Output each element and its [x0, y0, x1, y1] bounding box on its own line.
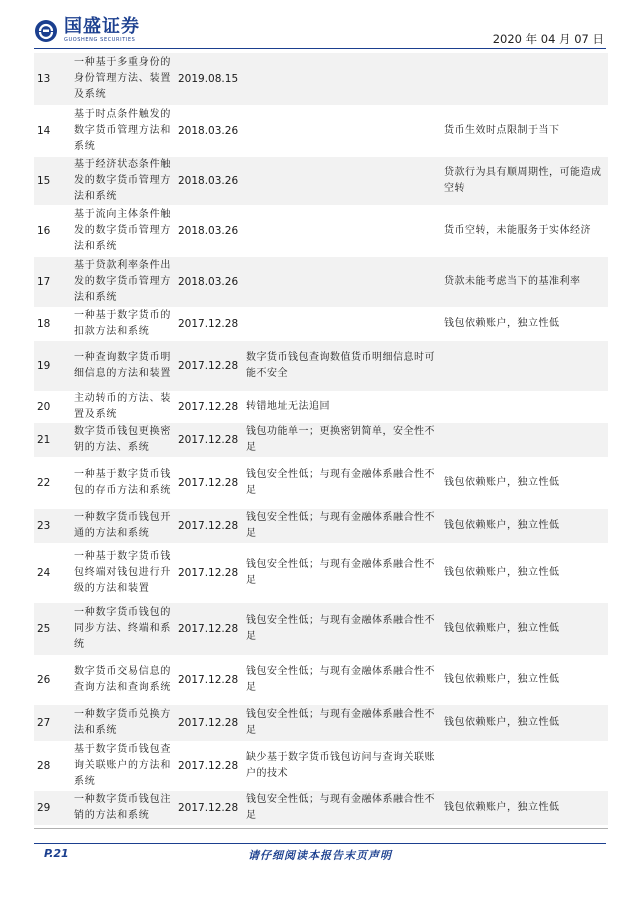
table-row: [34, 341, 608, 391]
problem-text: 钱包安全性低；与现有金融体系融合性不足: [246, 666, 435, 693]
footer-divider: [34, 843, 606, 844]
remark-text: 钱包依赖账户，独立性低: [444, 717, 560, 728]
filing-date: 2017.12.28: [178, 760, 239, 772]
problem-text: [246, 307, 438, 341]
problem-text: [246, 105, 438, 157]
patent-name: 一种查询数字货币明细信息的方法和装置: [74, 352, 172, 379]
remark-text: 钱包依赖账户，独立性低: [444, 623, 560, 634]
problem-text: 钱包安全性低；与现有金融体系融合性不足: [246, 469, 435, 496]
table-row: [34, 705, 608, 741]
patent-name: 一种基于多重身份的身份管理方法、装置及系统: [74, 57, 172, 100]
row-number: 13: [37, 73, 51, 85]
row-number: 16: [37, 225, 51, 237]
filing-date: 2018.03.26: [178, 125, 239, 137]
remark-text: 钱包依赖账户，独立性低: [444, 674, 560, 685]
problem-text: 数字货币钱包查询数值货币明细信息时可能不安全: [246, 352, 435, 379]
filing-date: 2019.08.15: [178, 73, 239, 85]
patent-table: [34, 53, 608, 825]
filing-date: 2017.12.28: [178, 520, 239, 532]
filing-date: 2017.12.28: [178, 623, 239, 635]
problem-text: [246, 205, 438, 257]
problem-text: [246, 257, 438, 307]
problem-text: 钱包安全性低；与现有金融体系融合性不足: [246, 615, 435, 642]
table-row: [34, 543, 608, 603]
patent-name: 数字货币钱包更换密钥的方法、系统: [74, 426, 172, 453]
patent-name: 基于流向主体条件触发的数字货币管理方法和系统: [74, 209, 172, 252]
row-number: 26: [37, 674, 51, 686]
patent-name: 一种数字货币钱包的同步方法、终端和系统: [74, 607, 172, 650]
table-row: [34, 791, 608, 825]
table-row: [34, 257, 608, 307]
patent-name: 主动转币的方法、装置及系统: [74, 393, 172, 420]
table-row: [34, 105, 608, 157]
report-date: 2020 年 04 月 07 日: [492, 32, 604, 46]
problem-text: 钱包安全性低；与现有金融体系融合性不足: [246, 794, 435, 821]
problem-text: 钱包安全性低；与现有金融体系融合性不足: [246, 559, 435, 586]
logo-mark-icon: [34, 19, 58, 43]
row-number: 22: [37, 477, 51, 489]
patent-name: 基于数字货币钱包查询关联账户的方法和系统: [74, 744, 172, 787]
table-row: [34, 307, 608, 341]
patent-name: 一种基于数字货币的扣款方法和系统: [74, 310, 172, 337]
remark-text: 钱包依赖账户，独立性低: [444, 520, 560, 531]
patent-name: 基于经济状态条件触发的数字货币管理方法和系统: [74, 159, 172, 202]
problem-text: [246, 53, 438, 105]
footer-disclaimer: 请仔细阅读本报告末页声明: [248, 849, 392, 862]
remark-text: 钱包依赖账户，独立性低: [444, 477, 560, 488]
table-row: [34, 423, 608, 457]
filing-date: 2017.12.28: [178, 477, 239, 489]
remark-text: [444, 423, 608, 457]
table-bottom-rule: [34, 828, 608, 829]
filing-date: 2017.12.28: [178, 567, 239, 579]
remark-text: [444, 741, 608, 791]
patent-name: 一种数字货币钱包注销的方法和系统: [74, 794, 172, 821]
remark-text: 货币生效时点限制于当下: [444, 125, 560, 136]
page-number: P.21: [44, 847, 69, 860]
filing-date: 2017.12.28: [178, 434, 239, 446]
page-header: [0, 0, 640, 50]
table-row: [34, 205, 608, 257]
row-number: 19: [37, 360, 51, 372]
remark-text: [444, 341, 608, 391]
table-row: [34, 53, 608, 105]
problem-text: 转错地址无法追回: [246, 401, 330, 412]
remark-text: 货币空转，未能服务于实体经济: [444, 225, 591, 236]
patent-name: 数字货币交易信息的查询方法和查询系统: [74, 666, 172, 693]
remark-text: 钱包依赖账户，独立性低: [444, 567, 560, 578]
row-number: 20: [37, 401, 51, 413]
company-logo: [34, 18, 140, 44]
filing-date: 2017.12.28: [178, 802, 239, 814]
filing-date: 2017.12.28: [178, 401, 239, 413]
table-row: [34, 457, 608, 509]
remark-text: 钱包依赖账户，独立性低: [444, 802, 560, 813]
problem-text: 缺少基于数字货币钱包访问与查询关联账户的技术: [246, 752, 435, 779]
patent-name: 一种基于数字货币钱包的存币方法和系统: [74, 469, 172, 496]
problem-text: 钱包安全性低；与现有金融体系融合性不足: [246, 512, 435, 539]
patent-name: 基于时点条件触发的数字货币管理方法和系统: [74, 109, 172, 152]
table-row: [34, 509, 608, 543]
filing-date: 2018.03.26: [178, 225, 239, 237]
patent-name: 一种数字货币钱包开通的方法和系统: [74, 512, 172, 539]
header-divider: [34, 48, 606, 49]
row-number: 15: [37, 175, 51, 187]
filing-date: 2017.12.28: [178, 360, 239, 372]
row-number: 14: [37, 125, 51, 137]
row-number: 28: [37, 760, 51, 772]
row-number: 18: [37, 318, 51, 330]
problem-text: [246, 157, 438, 205]
table-row: [34, 157, 608, 205]
row-number: 21: [37, 434, 51, 446]
remark-text: 贷款行为具有顺周期性，可能造成空转: [444, 167, 602, 194]
patent-name: 一种数字货币兑换方法和系统: [74, 709, 172, 736]
patent-name: 一种基于数字货币钱包终端对钱包进行升级的方法和装置: [74, 551, 172, 594]
filing-date: 2018.03.26: [178, 175, 239, 187]
remark-text: [444, 53, 608, 105]
row-number: 29: [37, 802, 51, 814]
problem-text: 钱包安全性低；与现有金融体系融合性不足: [246, 709, 435, 736]
row-number: 27: [37, 717, 51, 729]
row-number: 17: [37, 276, 51, 288]
row-number: 25: [37, 623, 51, 635]
remark-text: [444, 391, 608, 423]
filing-date: 2017.12.28: [178, 717, 239, 729]
patent-name: 基于贷款利率条件出发的数字货币管理方法和系统: [74, 260, 172, 303]
logo-english-name: GUOSHENG SECURITIES: [64, 37, 136, 43]
row-number: 24: [37, 567, 51, 579]
table-row: [34, 655, 608, 705]
filing-date: 2018.03.26: [178, 276, 239, 288]
logo-chinese-name: 国盛证券: [64, 16, 140, 37]
filing-date: 2017.12.28: [178, 318, 239, 330]
table-row: [34, 603, 608, 655]
row-number: 23: [37, 520, 51, 532]
table-row: [34, 391, 608, 423]
remark-text: 钱包依赖账户，独立性低: [444, 318, 560, 329]
filing-date: 2017.12.28: [178, 674, 239, 686]
problem-text: 钱包功能单一；更换密钥简单，安全性不足: [246, 426, 435, 453]
remark-text: 贷款未能考虑当下的基准利率: [444, 276, 581, 287]
table-row: [34, 741, 608, 791]
